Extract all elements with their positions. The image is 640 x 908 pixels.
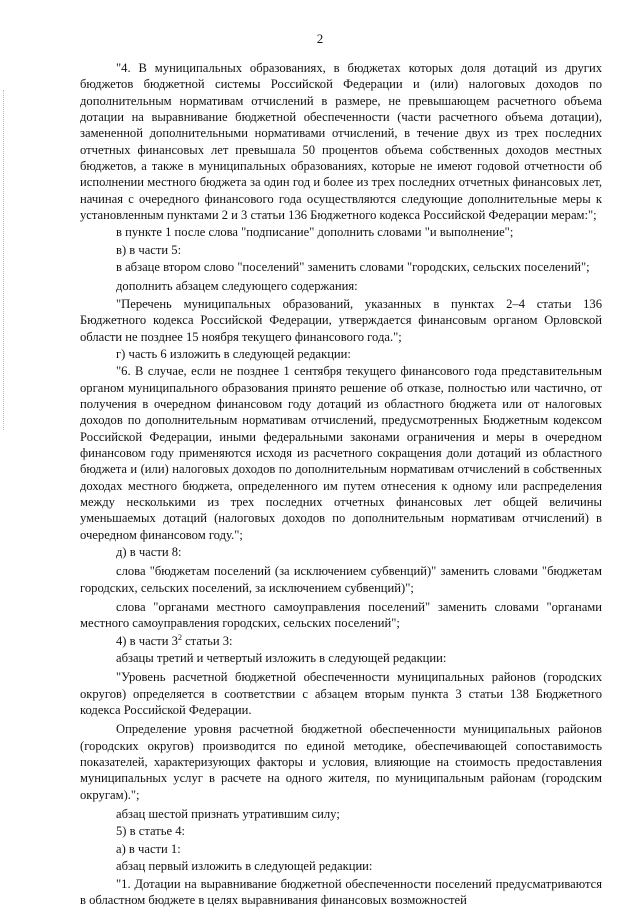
document-body — [80, 60, 602, 908]
paragraph-18: а) в части 1: — [80, 841, 602, 857]
paragraph-19: абзац первый изложить в следующей редакции: — [80, 858, 602, 874]
paragraph-5: дополнить абзацем следующего содержания: — [80, 278, 602, 294]
paragraph-13: абзацы третий и четвертый изложить в следующей редакции: — [80, 650, 602, 666]
superscript-number: 2 — [178, 633, 182, 642]
paragraph-2: в пункте 1 после слова "подписание" дополнить словами "и выполнение"; — [80, 224, 602, 240]
paragraph-10: слова "бюджетам поселений (за исключением субвенций)" заменить словами "бюджетам городских, сельских поселений, за исключением субвенций)"; — [80, 563, 602, 596]
paragraph-12-start: 4) в части 3 — [116, 634, 178, 648]
paragraph-7: г) часть 6 изложить в следующей редакции: — [80, 346, 602, 362]
paragraph-20: "1. Дотации на выравнивание бюджетной обеспеченности поселений предусматриваются в областном бюджете в целях выравнивания финансовых возможностей — [80, 876, 602, 908]
paragraph-17: 5) в статье 4: — [80, 823, 602, 839]
paragraph-3: в) в части 5: — [80, 242, 602, 258]
paragraph-8: "6. В случае, если не позднее 1 сентября текущего финансового года представительным органом муниципального образования принято решение об отказе, полностью или частично, от получения в очередном финансовом году дотаций из областного бюджета или от налоговых доходов по дополнительным нормативам отчислений, предусмотренных Бюджетным кодексом Российской Федерации, иными федеральными законами ограничения и меры в очередном финансовом году применяются исходя из расчетного сокращения доли дотаций из областного бюджета и (или) налоговых доходов по дополнительным нормативам отчислений в собственных доходах местного бюджета, определенного им путем отнесения к одному или распределения между несколькими из трех последних отчетных финансовых лет общей величины уменьшаемых дотаций (налоговых доходов по дополнительным нормативам отчислений) в очередном финансовом году."; — [80, 363, 602, 543]
paragraph-12-end: статьи 3: — [182, 634, 233, 648]
paragraph-4: в абзаце втором слово "поселений" заменить словами "городских, сельских поселений"; — [80, 259, 602, 275]
paragraph-16: абзац шестой признать утратившим силу; — [80, 806, 602, 822]
paragraph-12 — [80, 633, 602, 649]
paragraph-9: д) в части 8: — [80, 544, 602, 560]
paragraph-14: "Уровень расчетной бюджетной обеспеченности муниципальных районов (городских округов) определяется в соответствии с абзацем вторым пункта 3 статьи 138 Бюджетного кодекса Российской Федерации. — [80, 669, 602, 718]
paragraph-6: "Перечень муниципальных образований, указанных в пунктах 2–4 статьи 136 Бюджетного кодекса Российской Федерации, утверждается финансовым органом Орловской области не позднее 15 ноября текущего финансового года."; — [80, 296, 602, 345]
scan-margin-marks — [3, 90, 6, 430]
page-number: 2 — [0, 31, 640, 47]
paragraph-1: "4. В муниципальных образованиях, в бюджетах которых доля дотаций из других бюджетов бюджетной системы Российской Федерации и (или) налоговых доходов по дополнительным нормативам отчислений в размере, не превышающем расчетного объема дотации на выравнивание бюджетной обеспеченности (части расчетного объема дотации), замененной дополнительными нормативами отчислений, в течение двух из трех последних отчетных финансовых лет превышала 50 процентов объема собственных доходов местных бюджетов, а также в муниципальных образованиях, которые не имеют годовой отчетности об исполнении местного бюджета за один год и более из трех последних отчетных финансовых лет, начиная с очередного финансового года осуществляются следующие дополнительные меры к установленным пунктами 2 и 3 статьи 136 Бюджетного кодекса Российской Федерации мерам:"; — [80, 60, 602, 223]
paragraph-11: слова "органами местного самоуправления поселений" заменить словами "органами местного самоуправления городских, сельских поселений"; — [80, 599, 602, 632]
paragraph-15: Определение уровня расчетной бюджетной обеспеченности муниципальных районов (городских округов) производится по единой методике, обеспечивающей сопоставимость показателей, характеризующих факторы и условия, влияющие на стоимость предоставления муниципальных услуг в расчете на одного жителя, по муниципальным районам (городским округам)."; — [80, 721, 602, 803]
